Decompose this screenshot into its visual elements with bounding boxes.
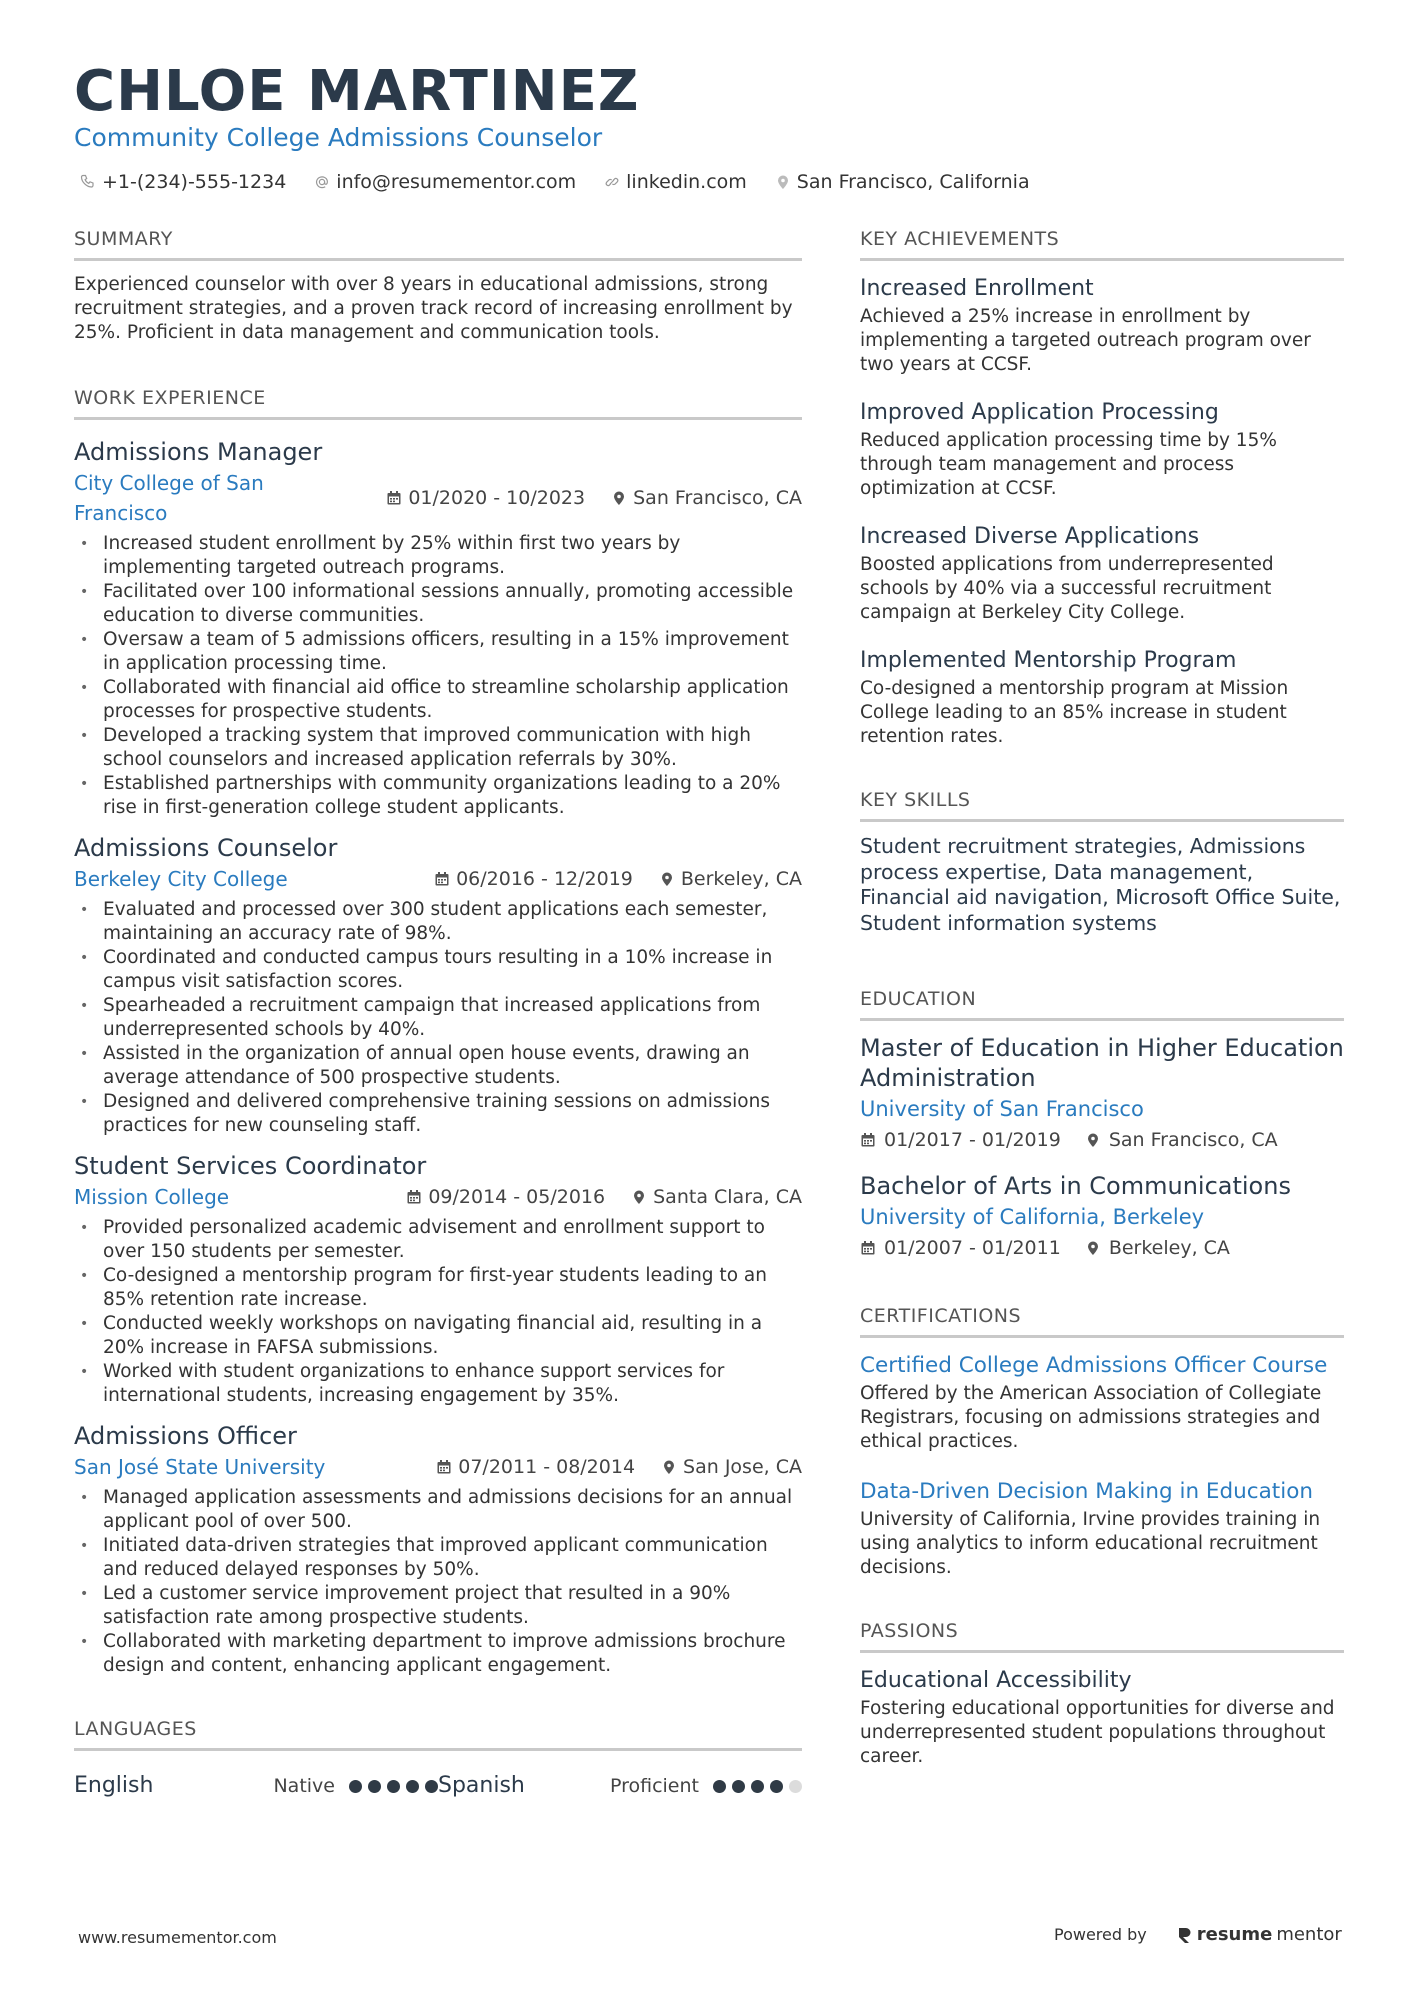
job-meta — [74, 1452, 802, 1482]
education-meta — [860, 1233, 1344, 1263]
job-title: Student Services Coordinator — [74, 1152, 427, 1180]
contact-linkedin[interactable] — [604, 168, 747, 196]
education-item — [860, 1033, 1344, 1155]
achievement-title: Increased Enrollment — [860, 276, 1094, 301]
job-dates-text: 09/2014 - 05/2016 — [428, 1186, 606, 1208]
job-bullets — [74, 898, 802, 1138]
contact-email[interactable] — [314, 168, 576, 196]
job-dates — [406, 1182, 605, 1212]
job-location — [631, 1182, 802, 1212]
bullet-item: • Evaluated and processed over 300 student applications each semester, maintaining an accuracy rate of 98%. — [74, 898, 802, 946]
education-heading: EDUCATION — [860, 986, 1344, 1021]
phone-text: +1-(234)-555-1234 — [102, 171, 287, 193]
job-title: Admissions Officer — [74, 1422, 297, 1450]
contact-bar — [80, 168, 1030, 196]
education-degree: Bachelor of Arts in Communications — [860, 1172, 1291, 1200]
bullet-item: • Designed and delivered comprehensive training sessions on admissions practices for new counseling staff. — [74, 1090, 802, 1138]
achievement-desc: Achieved a 25% increase in enrollment by implementing a targeted outreach program over two years at CCSF. — [860, 306, 1311, 375]
location-pin-icon — [661, 1459, 677, 1475]
contact-location — [775, 168, 1030, 196]
language-level: Proficient — [609, 1775, 699, 1797]
education-location-text: San Francisco, CA — [1108, 1129, 1278, 1151]
summary-heading: SUMMARY — [74, 226, 802, 261]
location-pin-icon — [775, 174, 791, 190]
linkedin-text: linkedin.com — [626, 171, 747, 193]
powered-by-label: Powered by — [1054, 1925, 1147, 1944]
language-name: Spanish — [438, 1773, 525, 1798]
job-bullets — [74, 1216, 802, 1408]
location-pin-icon — [1085, 1240, 1101, 1256]
achievement-item — [860, 521, 1344, 625]
certification-desc: Offered by the American Association of Collegiate Registrars, focusing on admissions strategies and ethical practices. — [860, 1383, 1322, 1452]
skills-text: Student recruitment strategies, Admissions process expertise, Data management, Financial aid navigation, Microsoft Office Suite, Student information systems — [860, 834, 1341, 935]
education-degree: Master of Education in Higher Education Administration — [860, 1034, 1344, 1092]
education-dates-text: 01/2007 - 01/2011 — [884, 1237, 1061, 1259]
language-item — [74, 1771, 438, 1801]
achievements-heading: KEY ACHIEVEMENTS — [860, 226, 1344, 261]
language-rating — [713, 1780, 802, 1793]
rating-dot-filled — [387, 1780, 400, 1793]
brand-logo[interactable] — [1177, 1924, 1342, 1945]
achievement-desc: Reduced application processing time by 15% through team management and process optimization at CCSF. — [860, 430, 1277, 499]
bullet-item: • Established partnerships with community organizations leading to a 20% rise in first-generation college student applicants. — [74, 772, 802, 820]
summary-text: Experienced counselor with over 8 years in educational admissions, strong recruitment strategies, and a proven track record of increasing enrollment by 25%. Proficient in data management and communication tools. — [74, 274, 793, 343]
calendar-icon — [860, 1132, 876, 1148]
achievement-item — [860, 397, 1344, 501]
education-dates-text: 01/2017 - 01/2019 — [884, 1129, 1061, 1151]
certification-title: Certified College Admissions Officer Course — [860, 1353, 1328, 1378]
bullet-item: • Coordinated and conducted campus tours resulting in a 10% increase in campus visit satisfaction scores. — [74, 946, 802, 994]
achievement-title: Implemented Mentorship Program — [860, 648, 1237, 673]
rating-dot-filled — [713, 1780, 726, 1793]
bullet-item: • Worked with student organizations to enhance support services for international students, increasing engagement by 35%. — [74, 1360, 802, 1408]
job-org: City College of San Francisco — [74, 471, 264, 525]
location-pin-icon — [631, 1189, 647, 1205]
skills-heading: KEY SKILLS — [860, 787, 1344, 822]
phone-icon — [80, 174, 96, 190]
rating-dot-filled — [349, 1780, 362, 1793]
certifications-heading: CERTIFICATIONS — [860, 1303, 1344, 1338]
rating-dot-empty — [789, 1780, 802, 1793]
calendar-icon — [434, 871, 450, 887]
job-org: Mission College — [74, 1185, 230, 1209]
bullet-item: • Collaborated with marketing department to improve admissions brochure design and content, enhancing applicant engagement. — [74, 1630, 802, 1678]
left-column — [74, 226, 802, 1801]
job-org: San José State University — [74, 1455, 326, 1479]
language-name: English — [74, 1773, 154, 1798]
education-item — [860, 1171, 1344, 1263]
languages-row — [74, 1771, 802, 1801]
job-dates — [434, 864, 633, 894]
job-dates-text: 07/2011 - 08/2014 — [458, 1456, 636, 1478]
job-org: Berkeley City College — [74, 867, 288, 891]
job-bullets — [74, 532, 802, 820]
job-location-text: San Francisco, CA — [633, 487, 802, 509]
experience-heading: WORK EXPERIENCE — [74, 385, 802, 420]
job-title: Admissions Manager — [74, 438, 323, 466]
job-location — [661, 1452, 802, 1482]
passion-desc: Fostering educational opportunities for diverse and underrepresented student populations throughout career. — [860, 1698, 1335, 1767]
location-pin-icon — [659, 871, 675, 887]
bullet-item: • Collaborated with financial aid office to streamline scholarship application processes for prospective students. — [74, 676, 802, 724]
job-meta — [74, 1182, 802, 1212]
rating-dot-filled — [751, 1780, 764, 1793]
certification-title: Data-Driven Decision Making in Education — [860, 1479, 1313, 1504]
footer-powered — [1054, 1924, 1342, 1945]
at-icon — [314, 174, 330, 190]
bullet-item: • Co-designed a mentorship program for first-year students leading to an 85% retention rate increase. — [74, 1264, 802, 1312]
bullet-item: • Managed application assessments and admissions decisions for an annual applicant pool of over 500. — [74, 1486, 802, 1534]
job-location — [611, 483, 802, 513]
passion-item — [860, 1665, 1344, 1769]
bullet-item: • Spearheaded a recruitment campaign that increased applications from underrepresented schools by 40%. — [74, 994, 802, 1042]
achievement-title: Increased Diverse Applications — [860, 524, 1200, 549]
achievement-title: Improved Application Processing — [860, 400, 1219, 425]
calendar-icon — [436, 1459, 452, 1475]
job-entry — [74, 1150, 802, 1408]
language-rating — [349, 1780, 438, 1793]
candidate-name: CHLOE MARTINEZ — [74, 59, 640, 124]
calendar-icon — [406, 1189, 422, 1205]
education-dates — [860, 1125, 1061, 1155]
calendar-icon — [860, 1240, 876, 1256]
passion-title: Educational Accessibility — [860, 1668, 1132, 1693]
job-entry — [74, 1420, 802, 1678]
bullet-item: • Conducted weekly workshops on navigating financial aid, resulting in a 20% increase in FAFSA submissions. — [74, 1312, 802, 1360]
contact-phone[interactable] — [80, 168, 286, 196]
achievement-desc: Co-designed a mentorship program at Mission College leading to an 85% increase in student retention rates. — [860, 678, 1289, 747]
bullet-item: • Led a customer service improvement project that resulted in a 90% satisfaction rate among prospective students. — [74, 1582, 802, 1630]
education-school: University of California, Berkeley — [860, 1205, 1205, 1229]
bullet-item: • Increased student enrollment by 25% within first two years by implementing targeted outreach programs. — [74, 532, 802, 580]
job-dates-text: 01/2020 - 10/2023 — [408, 487, 586, 509]
location-pin-icon — [1085, 1132, 1101, 1148]
link-icon — [604, 174, 620, 190]
rating-dot-filled — [770, 1780, 783, 1793]
language-item — [438, 1771, 802, 1801]
job-location — [659, 864, 802, 894]
passions-heading: PASSIONS — [860, 1618, 1344, 1653]
rating-dot-filled — [406, 1780, 419, 1793]
achievement-item — [860, 645, 1344, 749]
job-location-text: Santa Clara, CA — [653, 1186, 802, 1208]
achievement-desc: Boosted applications from underrepresented schools by 40% via a successful recruitment campaign at Berkeley City College. — [860, 554, 1274, 623]
bullet-item: • Provided personalized academic advisement and enrollment support to over 150 students per semester. — [74, 1216, 802, 1264]
education-school: University of San Francisco — [860, 1097, 1144, 1121]
job-dates-text: 06/2016 - 12/2019 — [456, 868, 633, 890]
brand-light: mentor — [1276, 1924, 1342, 1945]
candidate-title: Community College Admissions Counselor — [74, 123, 603, 152]
brand-bold: resume — [1196, 1924, 1273, 1945]
bullet-item: • Facilitated over 100 informational sessions annually, promoting accessible education to diverse communities. — [74, 580, 802, 628]
location-pin-icon — [611, 490, 627, 506]
right-column — [860, 226, 1344, 1769]
education-meta — [860, 1125, 1344, 1155]
job-dates — [386, 483, 585, 513]
location-text: San Francisco, California — [796, 171, 1030, 193]
job-dates — [436, 1452, 635, 1482]
job-entry — [74, 436, 802, 820]
certification-item — [860, 1350, 1344, 1454]
bullet-item: • Assisted in the organization of annual open house events, drawing an average attendance of 500 prospective students. — [74, 1042, 802, 1090]
bullet-item: • Oversaw a team of 5 admissions officers, resulting in a 15% improvement in application processing time. — [74, 628, 802, 676]
bullet-item: • Developed a tracking system that improved communication with high school counselors and increased application referrals by 30%. — [74, 724, 802, 772]
achievement-item — [860, 273, 1344, 377]
certification-desc: University of California, Irvine provides training in using analytics to inform educational recruitment decisions. — [860, 1509, 1321, 1578]
job-location-text: Berkeley, CA — [680, 868, 802, 890]
education-location — [1085, 1233, 1230, 1263]
job-bullets — [74, 1486, 802, 1678]
rating-dot-filled — [425, 1780, 438, 1793]
certification-item — [860, 1476, 1344, 1580]
education-dates — [860, 1233, 1061, 1263]
job-entry — [74, 832, 802, 1138]
job-location-text: San Jose, CA — [683, 1456, 802, 1478]
job-meta — [74, 468, 802, 528]
languages-heading: LANGUAGES — [74, 1716, 802, 1751]
rating-dot-filled — [732, 1780, 745, 1793]
education-location-text: Berkeley, CA — [1108, 1237, 1230, 1259]
resumementor-logo-icon — [1177, 1926, 1193, 1944]
calendar-icon — [386, 490, 402, 506]
job-title: Admissions Counselor — [74, 834, 338, 862]
language-level: Native — [273, 1775, 335, 1797]
email-text: info@resumementor.com — [336, 171, 577, 193]
job-meta — [74, 864, 802, 894]
education-location — [1085, 1125, 1278, 1155]
rating-dot-filled — [368, 1780, 381, 1793]
bullet-item: • Initiated data-driven strategies that improved applicant communication and reduced delayed responses by 50%. — [74, 1534, 802, 1582]
footer-website[interactable]: www.resumementor.com — [78, 1928, 277, 1947]
